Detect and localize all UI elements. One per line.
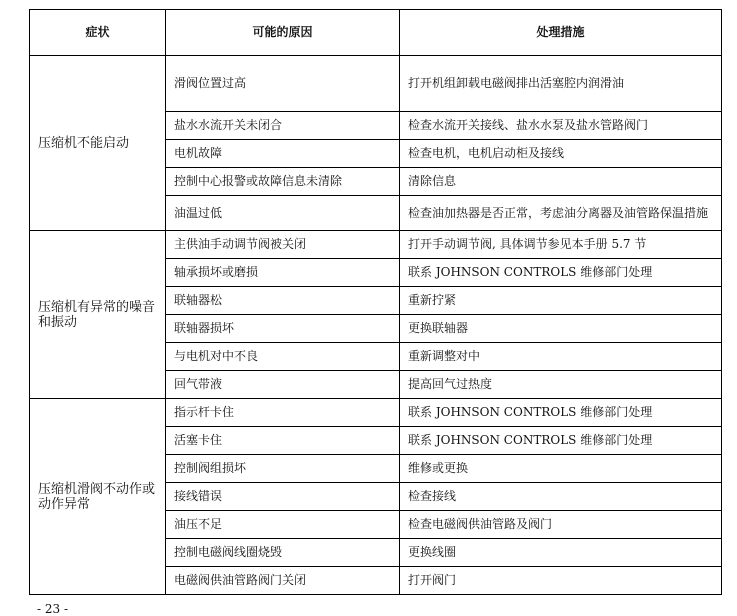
cause-cell: 控制阀组损坏 <box>166 455 400 483</box>
action-cell: 清除信息 <box>400 168 722 196</box>
action-cell: 检查水流开关接线、盐水水泵及盐水管路阀门 <box>400 112 722 140</box>
action-cell: 检查接线 <box>400 483 722 511</box>
action-cell: 维修或更换 <box>400 455 722 483</box>
cause-cell: 电磁阀供油管路阀门关闭 <box>166 567 400 595</box>
action-cell: 联系 JOHNSON CONTROLS 维修部门处理 <box>400 427 722 455</box>
cause-cell: 联轴器松 <box>166 287 400 315</box>
action-cell: 打开机组卸载电磁阀排出活塞腔内润滑油 <box>400 56 722 112</box>
action-cell: 检查油加热器是否正常，考虑油分离器及油管路保温措施 <box>400 196 722 231</box>
cause-cell: 油压不足 <box>166 511 400 539</box>
action-cell: 重新调整对中 <box>400 343 722 371</box>
cause-cell: 活塞卡住 <box>166 427 400 455</box>
cause-cell: 主供油手动调节阀被关闭 <box>166 231 400 259</box>
cause-cell: 控制中心报警或故障信息未清除 <box>166 168 400 196</box>
action-cell: 打开手动调节阀, 具体调节参见本手册 5.7 节 <box>400 231 722 259</box>
action-cell: 更换线圈 <box>400 539 722 567</box>
table-row <box>30 231 722 259</box>
cause-cell: 接线错误 <box>166 483 400 511</box>
cause-cell: 盐水水流开关未闭合 <box>166 112 400 140</box>
action-cell: 打开阀门 <box>400 567 722 595</box>
action-cell: 更换联轴器 <box>400 315 722 343</box>
action-cell: 联系 JOHNSON CONTROLS 维修部门处理 <box>400 399 722 427</box>
troubleshooting-table <box>29 9 722 595</box>
table-row <box>30 399 722 427</box>
cause-cell: 轴承损坏或磨损 <box>166 259 400 287</box>
cause-cell: 与电机对中不良 <box>166 343 400 371</box>
action-cell: 检查电磁阀供油管路及阀门 <box>400 511 722 539</box>
table-header-row <box>30 10 722 56</box>
page-number: - 23 - <box>37 602 69 616</box>
header-symptom: 症状 <box>30 10 166 56</box>
cause-cell: 联轴器损坏 <box>166 315 400 343</box>
action-cell: 重新拧紧 <box>400 287 722 315</box>
action-cell: 检查电机，电机启动柜及接线 <box>400 140 722 168</box>
symptom-cell: 压缩机有异常的噪音和振动 <box>30 231 166 399</box>
table-row <box>30 56 722 112</box>
header-cause: 可能的原因 <box>166 10 400 56</box>
symptom-cell: 压缩机滑阀不动作或动作异常 <box>30 399 166 595</box>
cause-cell: 油温过低 <box>166 196 400 231</box>
cause-cell: 控制电磁阀线圈烧毁 <box>166 539 400 567</box>
header-action: 处理措施 <box>400 10 722 56</box>
cause-cell: 回气带液 <box>166 371 400 399</box>
cause-cell: 指示杆卡住 <box>166 399 400 427</box>
symptom-cell: 压缩机不能启动 <box>30 56 166 231</box>
action-cell: 联系 JOHNSON CONTROLS 维修部门处理 <box>400 259 722 287</box>
cause-cell: 滑阀位置过高 <box>166 56 400 112</box>
cause-cell: 电机故障 <box>166 140 400 168</box>
action-cell: 提高回气过热度 <box>400 371 722 399</box>
